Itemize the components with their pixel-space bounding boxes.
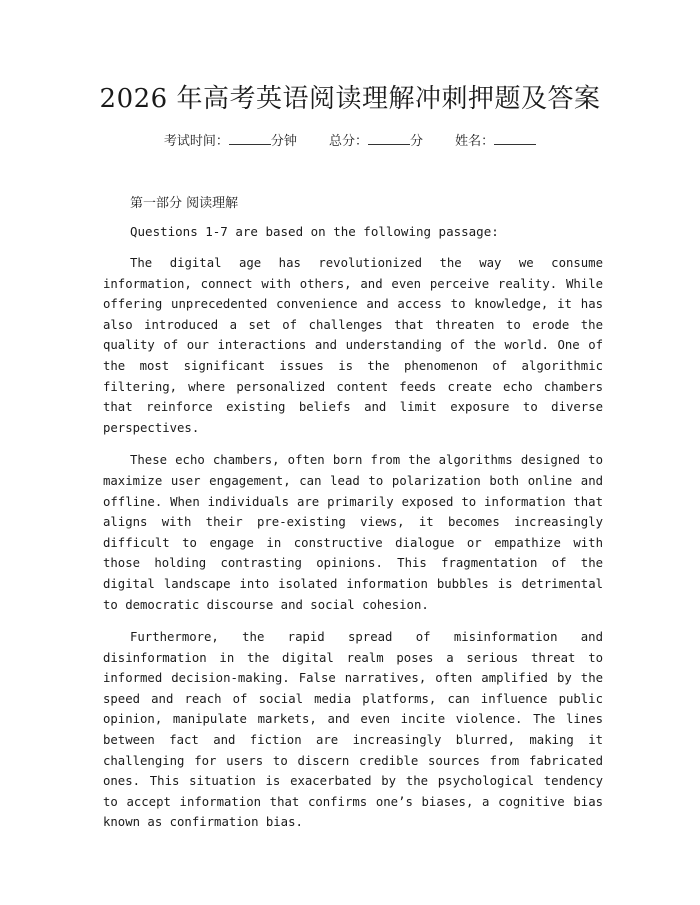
question-lead: Questions 1-7 are based on the following passage: (130, 224, 499, 239)
total-score-blank (368, 132, 410, 145)
exam-info-line (0, 130, 700, 149)
exam-time-unit: 分钟 (270, 134, 297, 149)
total-score-label: 总分： (328, 134, 368, 149)
student-name-label: 姓名： (455, 134, 495, 149)
passage (103, 253, 603, 845)
passage-paragraph-1: The digital age has revolutionized the way we consume information, connect with others, and even perceive reality. While offering unprecedented convenience and access to knowledge, it has also introduced a set of challenges that threaten to erode the quality of our interactions and understanding of the world. One of the most significant issues is the phenomenon of algorithmic filtering, where personalized content feeds create echo chambers that reinforce existing beliefs and limit exposure to diverse perspectives. (103, 256, 603, 435)
page-title: 2026 年高考英语阅读理解冲刺押题及答案 (99, 84, 601, 114)
total-score-field (329, 134, 427, 149)
passage-paragraph-3: Furthermore, the rapid spread of misinformation and disinformation in the digital realm poses a serious threat to informed decision-making. False narratives, often amplified by the speed and reach of social media platforms, can influence public opinion, manipulate markets, and even incite violence. The lines between fact and fiction are increasingly blurred, making it challenging for users to discern credible sources from fabricated ones. This situation is exacerbated by the psychological tendency to accept information that confirms one’s biases, a cognitive bias known as confirmation bias. (103, 630, 603, 830)
passage-paragraph-2: These echo chambers, often born from the algorithms designed to maximize user engagement, can lead to polarization both online and offline. When individuals are primarily exposed to information that aligns with their pre-existing views, it becomes increasingly difficult to engage in constructive dialogue or empathize with those holding contrasting opinions. This fragmentation of the digital landscape into isolated information bubbles is detrimental to democratic discourse and social cohesion. (103, 453, 603, 612)
exam-time-field (164, 134, 301, 149)
total-score-unit: 分 (410, 134, 424, 149)
section-heading: 第一部分 阅读理解 (130, 196, 239, 211)
exam-time-blank (229, 132, 271, 145)
student-name-blank (494, 132, 536, 145)
exam-time-label: 考试时间： (163, 134, 229, 149)
student-name-field (455, 134, 536, 149)
